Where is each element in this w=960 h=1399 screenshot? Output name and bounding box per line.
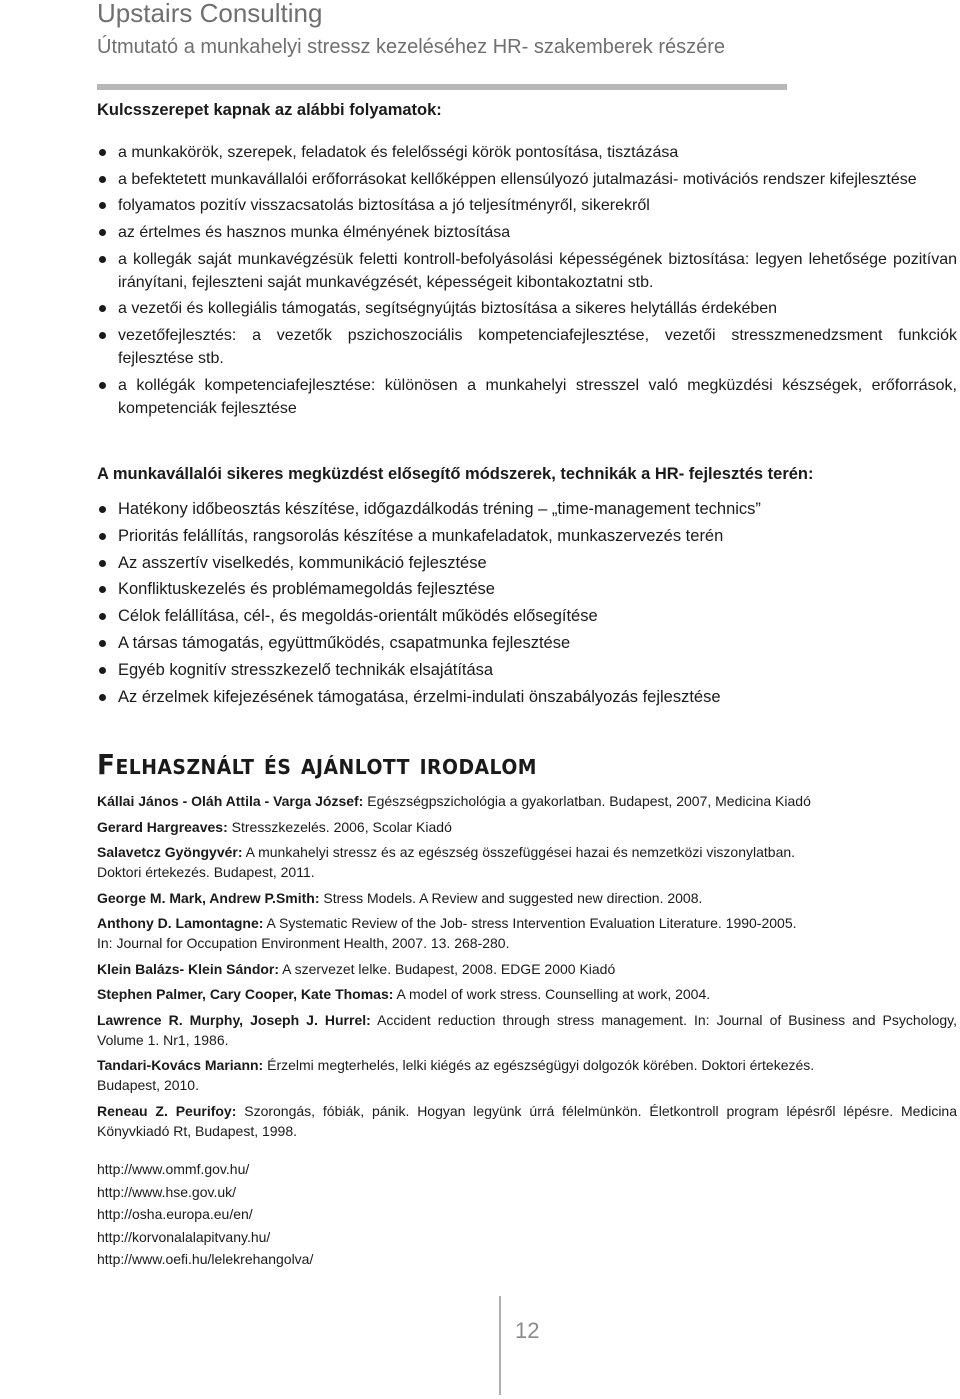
reference-title: Szorongás, fóbiák, pánik. Hogyan legyünk úrrá félelmünkön. Életkontroll program lépésről lépésre. Medicina Könyvkiadó Rt, Budapest, 1998. [97,1102,958,1139]
bullet-icon [99,256,106,263]
web-link[interactable]: http://osha.europa.eu/en/ [97,1206,253,1222]
bullet-icon [99,586,106,593]
bullet-icon [99,694,106,701]
reference-entry [97,1010,957,1050]
header-divider [97,84,787,90]
key-process-item [97,141,957,164]
key-process-item-text: a kollegák saját munkavégzésük feletti kontroll-befolyásolási képességének biztosítása: legyen lehetősége pozitívan irányítani, fejleszteni saját munkavégzését, képességeit kibontakoztatni stb. [118,250,957,291]
reference-title: A szervezet lelke. Budapest, 2008. EDGE 2000 Kiadó [279,960,616,977]
reference-continuation: In: Journal for Occupation Environment Health, 2007. 13. 268-280. [97,935,510,951]
bullet-icon [99,533,106,540]
reference-title: Érzelmi megterhelés, lelki kiégés az egészségügyi dolgozók körében. Doktori értekezés. [263,1057,815,1073]
reference-authors: Reneau Z. Peurifoy: [97,1102,237,1119]
method-item-text: Az érzelmek kifejezésének támogatása, érzelmi-indulati önszabályozás fejlesztése [118,687,721,706]
key-processes-list [97,141,957,424]
reference-continuation: Budapest, 2010. [97,1077,199,1093]
reference-authors: Tandari-Kovács Mariann: [97,1057,264,1073]
reference-title: Stresszkezelés. 2006, Scolar Kiadó [227,818,452,835]
key-process-item-text: a munkakörök, szerepek, feladatok és felelősségi körök pontosítása, tisztázása [118,144,679,161]
reference-title: Accident reduction through stress management. In: Journal of Business and Psychology, Volume 1. Nr1, 1986. [97,1011,957,1048]
reference-title: A Systematic Review of the Job- stress Intervention Evaluation Literature. 1990-2005. [263,915,797,931]
reference-entry [97,791,957,811]
method-item [97,552,957,575]
key-process-item [97,297,957,320]
methods-list [97,498,957,712]
method-item [97,525,957,548]
key-process-item-text: a vezetői és kollegiális támogatás, segítségnyújtás biztosítása a sikeres helytállás érdekében [118,300,778,318]
literature-heading: Felhasznált és ajánlott irodalom [97,748,537,781]
key-process-item [97,194,957,217]
web-link[interactable]: http://korvonalalapitvany.hu/ [97,1228,271,1245]
method-item-text: Konfliktuskezelés és problémamegoldás fejlesztése [118,580,495,599]
reference-entry [97,842,957,882]
reference-entry [97,984,957,1004]
reference-entry [97,888,957,908]
bullet-icon [99,506,106,513]
web-link[interactable]: http://www.oefi.hu/lelekrehangolva/ [97,1251,314,1267]
reference-title: A munkahelyi stressz és az egészség összefüggései hazai és nemzetközi viszonylatban. [242,844,796,860]
method-item [97,578,957,601]
reference-authors: Klein Balázs- Klein Sándor: [97,960,280,977]
reference-authors: Salavetcz Gyöngyvér: [97,844,243,860]
bullet-icon [99,640,106,647]
reference-authors: Gerard Hargreaves: [97,818,228,835]
key-process-item-text: vezetőfejlesztés: a vezetők pszichoszociális kompetenciafejlesztése, vezetői stresszmenedzsment funkciók fejlesztése stb. [118,327,957,368]
key-process-item [97,168,957,191]
reference-title: Stress Models. A Review and suggested new direction. 2008. [319,889,703,906]
reference-entry [97,1055,957,1095]
method-item-text: Prioritás felállítás, rangsorolás készítése a munkafeladatok, munkaszervezés terén [118,526,724,545]
method-item-text: Az asszertív viselkedés, kommunikáció fejlesztése [118,553,487,572]
key-process-item [97,221,957,244]
web-link[interactable]: http://www.ommf.gov.hu/ [97,1161,250,1177]
reference-title: A model of work stress. Counselling at work, 2004. [393,986,711,1002]
reference-authors: Anthony D. Lamontagne: [97,915,264,931]
bullet-icon [99,613,106,620]
bullet-icon [99,202,106,209]
reference-list [97,791,957,1146]
section-key-processes-title: Kulcsszerepet kapnak az alábbi folyamatok: [97,101,442,119]
web-links-list [97,1158,313,1271]
page-number-divider [499,1296,501,1395]
document-subtitle: Útmutató a munkahelyi stressz kezeléséhez HR- szakemberek részére [97,36,726,58]
reference-entry [97,959,957,979]
method-item-text: A társas támogatás, együttműködés, csapatmunka fejlesztése [118,633,571,652]
reference-authors: Lawrence R. Murphy, Joseph J. Hurrel: [97,1011,371,1028]
reference-authors: George M. Mark, Andrew P.Smith: [97,889,320,906]
bullet-icon [99,176,106,183]
reference-entry [97,817,957,837]
company-name: Upstairs Consulting [97,0,323,28]
key-process-item [97,374,957,420]
key-process-item-text: folyamatos pozitív visszacsatolás biztosítása a jó teljesítményről, sikerekről [118,197,650,215]
reference-authors: Kállai János - Oláh Attila - Varga József: [97,793,364,809]
key-process-item-text: a kollégák kompetenciafejlesztése: különösen a munkahelyi stresszel való megküzdési készségek, erőforrások, kompetenciák fejlesztése [118,376,957,417]
bullet-icon [99,305,106,312]
section-methods-title: A munkavállalói sikeres megküzdést elősegítő módszerek, technikák a HR- fejlesztés terén: [97,465,814,483]
key-process-item-text: a befektetett munkavállalói erőforrásokat kellőképpen ellensúlyozó jutalmazási- motivációs rendszer kifejlesztése [118,170,917,188]
method-item [97,686,957,709]
reference-entry [97,913,957,953]
method-item-text: Egyéb kognitív stresszkezelő technikák elsajátítása [118,660,494,679]
bullet-icon [99,560,106,567]
bullet-icon [99,667,106,674]
method-item [97,659,957,682]
reference-entry [97,1101,957,1141]
bullet-icon [99,382,106,389]
method-item-text: Hatékony időbeosztás készítése, időgazdálkodás tréning – „time-management technics” [118,500,761,518]
page-header [97,0,797,60]
page-number: 12 [515,1318,540,1343]
bullet-icon [99,229,106,236]
method-item-text: Célok felállítása, cél-, és megoldás-orientált működés elősegítése [118,607,598,626]
web-link[interactable]: http://www.hse.gov.uk/ [97,1183,237,1200]
bullet-icon [99,149,106,156]
bullet-icon [99,332,106,339]
method-item [97,605,957,628]
key-process-item [97,324,957,370]
reference-title: Egészségpszichológia a gyakorlatban. Budapest, 2007, Medicina Kiadó [363,793,811,809]
method-item [97,632,957,655]
key-process-item [97,248,957,294]
reference-continuation: Doktori értekezés. Budapest, 2011. [97,864,315,880]
key-process-item-text: az értelmes és hasznos munka élményének biztosítása [118,224,511,242]
method-item [97,498,957,521]
reference-authors: Stephen Palmer, Cary Cooper, Kate Thomas: [97,986,394,1002]
